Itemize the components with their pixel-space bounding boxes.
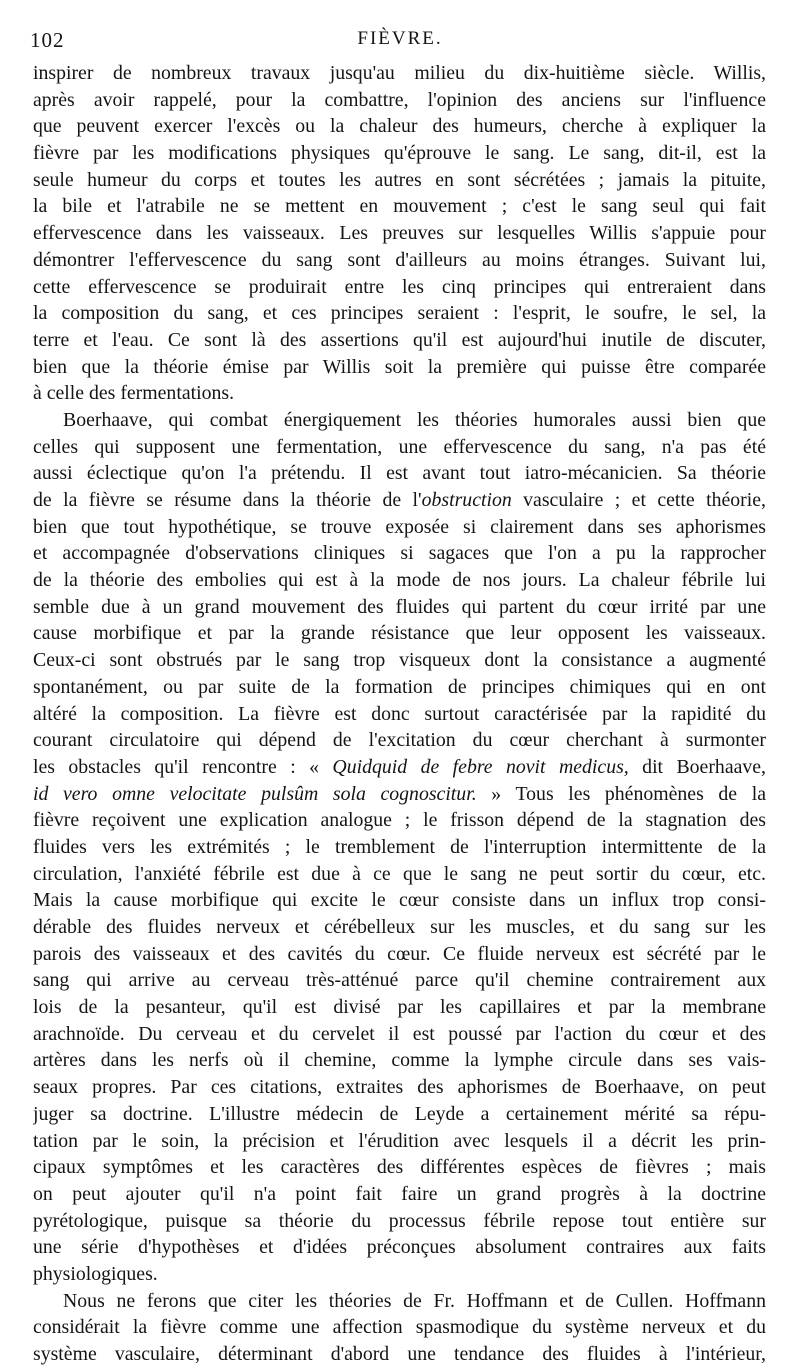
- text-line: bien que tout hypothétique, se trouve exposée si clairement dans ses aphorismes: [33, 515, 766, 538]
- text-line: seule humeur du corps et toutes les autres en sont sécrétées ; jamais la pituite,: [33, 168, 766, 191]
- paragraph-first-line: Boerhaave, qui combat énergiquement les théories humorales aussi bien que: [63, 408, 766, 431]
- text-line: cette effervescence se produirait entre les cinq principes qui entreraient dans: [33, 275, 766, 298]
- text-line: système vasculaire, déterminant d'abord une tendance des fluides à l'intérieur,: [33, 1343, 766, 1365]
- page-header: [30, 28, 770, 56]
- text-line: la composition du sang, et ces principes seraient : l'esprit, le soufre, le sel, la: [33, 302, 766, 325]
- text-line: effervescence dans les vaisseaux. Les preuves sur lesquelles Willis s'appuie pour: [33, 222, 766, 245]
- text-line: parois des vaisseaux et des cavités du cœur. Ce fluide nerveux est sécrété par le: [33, 942, 766, 965]
- text-line: spontanément, ou par suite de la formation de principes chimiques qui en ont: [33, 675, 766, 698]
- text-line: et accompagnée d'observations cliniques si sagaces que l'on a pu la rapprocher: [33, 542, 766, 565]
- text-line: circulation, l'anxiété fébrile est due à ce que le sang ne peut sortir du cœur, etc.: [33, 862, 766, 885]
- text-line: de la fièvre se résume dans la théorie de l'obstruction vasculaire ; et cette théorie,: [33, 489, 766, 511]
- text-line: une série d'hypothèses et d'idées préconçues absolument contraires aux faits: [33, 1236, 766, 1259]
- text-line: terre et l'eau. Ce sont là des assertions qu'il est aujourd'hui inutile de discuter,: [33, 328, 766, 351]
- text-line: cause morbifique et par la grande résistance que leur opposent les vaisseaux.: [33, 622, 766, 645]
- text-line: seaux propres. Par ces citations, extraites des aphorismes de Boerhaave, on peut: [33, 1076, 766, 1099]
- text-line: physiologiques.: [33, 1262, 158, 1285]
- text-line: démontrer l'effervescence du sang sont d'ailleurs au moins étranges. Suivant lui,: [33, 248, 766, 271]
- text-line: que peuvent exercer l'excès ou la chaleur des humeurs, cherche à expliquer la: [33, 115, 766, 138]
- text-line: bien que la théorie émise par Willis soit la première qui puisse être comparée: [33, 355, 766, 378]
- text-line: juger sa doctrine. L'illustre médecin de Leyde a certainement mérité sa répu-: [33, 1102, 766, 1125]
- text-line: à celle des fermentations.: [33, 382, 235, 405]
- text-line: cipaux symptômes et les caractères des différentes espèces de fièvres ; mais: [33, 1156, 766, 1179]
- text-line: considérait la fièvre comme une affection spasmodique du système nerveux et du: [33, 1316, 766, 1339]
- page-number: 102: [30, 28, 65, 52]
- text-line: courant circulatoire qui dépend de l'excitation du cœur cherchant à surmonter: [33, 729, 766, 752]
- text-line: fièvre par les modifications physiques qu'éprouve le sang. Le sang, dit-il, est la: [33, 142, 766, 165]
- text-line: les obstacles qu'il rencontre : « Quidquid de febre novit medicus, dit Boerhaave,: [33, 755, 766, 778]
- text-line: altéré la composition. La fièvre est donc surtout caractérisée par la rapidité du: [33, 702, 766, 725]
- text-line: semble due à un grand mouvement des fluides qui partent du cœur irrité par une: [33, 595, 766, 618]
- text-line: celles qui supposent une fermentation, une effervescence du sang, n'a pas été: [33, 435, 766, 458]
- text-line: on peut ajouter qu'il n'a point fait faire un grand progrès à la doctrine: [33, 1182, 766, 1205]
- text-line: Mais la cause morbifique qui excite le cœur consiste dans un influx trop consi-: [33, 889, 766, 912]
- text-line: fluides vers les extrémités ; le tremblement de l'interruption intermittente de la: [33, 835, 766, 858]
- body-text: [33, 60, 766, 1368]
- paragraph-first-line: Nous ne ferons que citer les théories de Fr. Hoffmann et de Cullen. Hoffmann: [63, 1289, 766, 1312]
- text-line: après avoir rappelé, pour la combattre, l'opinion des anciens sur l'influence: [33, 88, 766, 111]
- text-line: tation par le soin, la précision et l'érudition avec lesquels il a décrit les prin-: [33, 1129, 766, 1152]
- text-line: Ceux-ci sont obstrués par le sang trop visqueux dont la consistance a augmenté: [33, 649, 766, 672]
- text-line: inspirer de nombreux travaux jusqu'au milieu du dix-huitième siècle. Willis,: [33, 62, 766, 84]
- text-line: sang qui arrive au cerveau très-atténué parce qu'il chemine contrairement aux: [33, 969, 766, 992]
- text-line: arachnoïde. Du cerveau et du cervelet il est poussé par l'action du cœur et des: [33, 1022, 766, 1045]
- text-line: la bile et l'atrabile ne se mettent en mouvement ; c'est le sang seul qui fait: [33, 195, 766, 218]
- text-line: lois de la pesanteur, qu'il est divisé par les capillaires et par la membrane: [33, 996, 766, 1019]
- text-line: dérable des fluides nerveux et cérébelleux sur les muscles, et du sang sur les: [33, 916, 766, 938]
- text-line: artères dans les nerfs où il chemine, comme la lymphe circule dans ses vais-: [33, 1049, 766, 1072]
- text-line: aussi éclectique qu'on l'a prétendu. Il est avant tout iatro-mécanicien. Sa théorie: [33, 462, 766, 485]
- text-line: id vero omne velocitate pulsûm sola cognoscitur. » Tous les phénomènes de la: [33, 782, 766, 805]
- text-line: fièvre reçoivent une explication analogue ; le frisson dépend de la stagnation des: [33, 809, 766, 832]
- text-line: pyrétologique, puisque sa théorie du processus fébrile repose tout entière sur: [33, 1209, 766, 1232]
- running-title: FIÈVRE.: [357, 28, 443, 49]
- text-line: de la théorie des embolies qui est à la mode de nos jours. La chaleur fébrile lui: [33, 569, 766, 592]
